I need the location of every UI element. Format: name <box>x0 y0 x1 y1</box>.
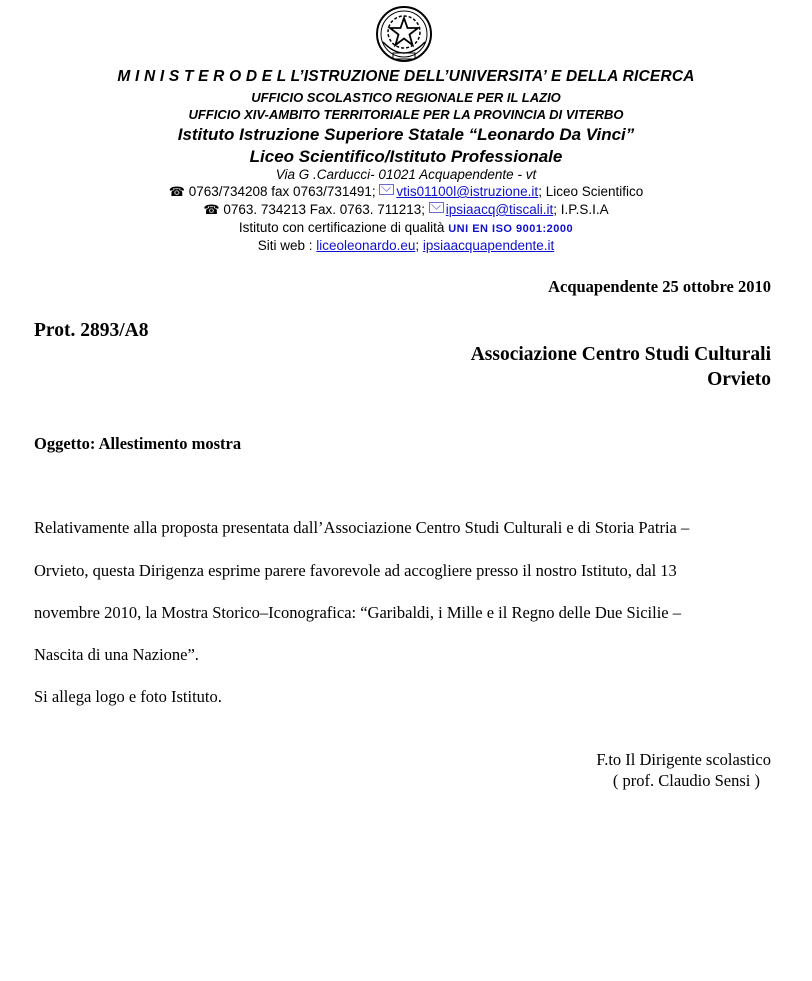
provincial-office-heading: UFFICIO XIV-AMBITO TERRITORIALE PER LA PROVINCIA DI VITERBO <box>188 107 624 122</box>
websites-line <box>0 238 812 253</box>
phone-icon: ☎ <box>168 184 185 199</box>
body-line: Nascita di una Nazione”. <box>34 645 199 664</box>
recipient-city: Orvieto <box>707 369 771 390</box>
state-emblem-icon <box>373 4 435 66</box>
website-link-liceo[interactable]: liceoleonardo.eu <box>316 238 416 253</box>
signature-title: F.to Il Dirigente scolastico <box>596 750 771 769</box>
certification-line <box>0 220 812 235</box>
email-link-ipsia[interactable]: ipsiaacq@tiscali.it <box>445 202 554 217</box>
body-line: Si allega logo e foto Istituto. <box>34 687 222 706</box>
mail-icon <box>379 184 394 195</box>
protocol-number: Prot. 2893/A8 <box>34 320 149 341</box>
certification-text: Istituto con certificazione di qualità <box>238 220 449 235</box>
contact-line-ipsia <box>0 202 812 218</box>
phone-icon: ☎ <box>203 202 220 217</box>
website-link-ipsia[interactable]: ipsiaacquapendente.it <box>422 238 555 253</box>
signature-name: ( prof. Claudio Sensi ) <box>612 771 760 790</box>
institute-name: Istituto Istruzione Superiore Statale “Leonardo Da Vinci” <box>177 125 635 144</box>
mail-icon <box>429 202 444 213</box>
body-line: Relativamente alla proposta presentata dall’Associazione Centro Studi Culturali e di Storia Patria – <box>34 518 690 537</box>
websites-separator: ; <box>415 238 423 253</box>
institute-address: Via G .Carducci- 01021 Acquapendente - vt <box>275 167 537 182</box>
certification-code: UNI EN ISO 9001:2000 <box>448 223 574 235</box>
school-type: Liceo Scientifico/Istituto Professionale <box>249 147 563 166</box>
recipient-name: Associazione Centro Studi Culturali <box>470 344 771 365</box>
regional-office-heading: UFFICIO SCOLASTICO REGIONALE PER IL LAZIO <box>251 90 561 105</box>
letter-subject: Oggetto: Allestimento mostra <box>34 434 242 453</box>
websites-label: Siti web : <box>257 238 317 253</box>
ministry-heading: M I N I S T E R O D E L L’ISTRUZIONE DELL’UNIVERSITA’ E DELLA RICERCA <box>117 68 695 85</box>
email-link-liceo[interactable]: vtis01100l@istruzione.it <box>396 184 539 199</box>
contact-line-liceo <box>0 184 812 200</box>
contact-phone-fax: 0763. 734213 Fax. 0763. 711213; <box>223 202 429 217</box>
body-line: novembre 2010, la Mostra Storico–Iconografica: “Garibaldi, i Mille e il Regno delle Due Sicilie – <box>34 603 681 622</box>
contact-phone-fax: 0763/734208 fax 0763/731491; <box>188 184 380 199</box>
letter-date: Acquapendente 25 ottobre 2010 <box>548 277 771 296</box>
body-line: Orvieto, questa Dirigenza esprime parere favorevole ad accogliere presso il nostro Istituto, dal 13 <box>34 561 677 580</box>
contact-label: ; I.P.S.I.A <box>553 202 609 217</box>
contact-label: ; Liceo Scientifico <box>538 184 644 199</box>
